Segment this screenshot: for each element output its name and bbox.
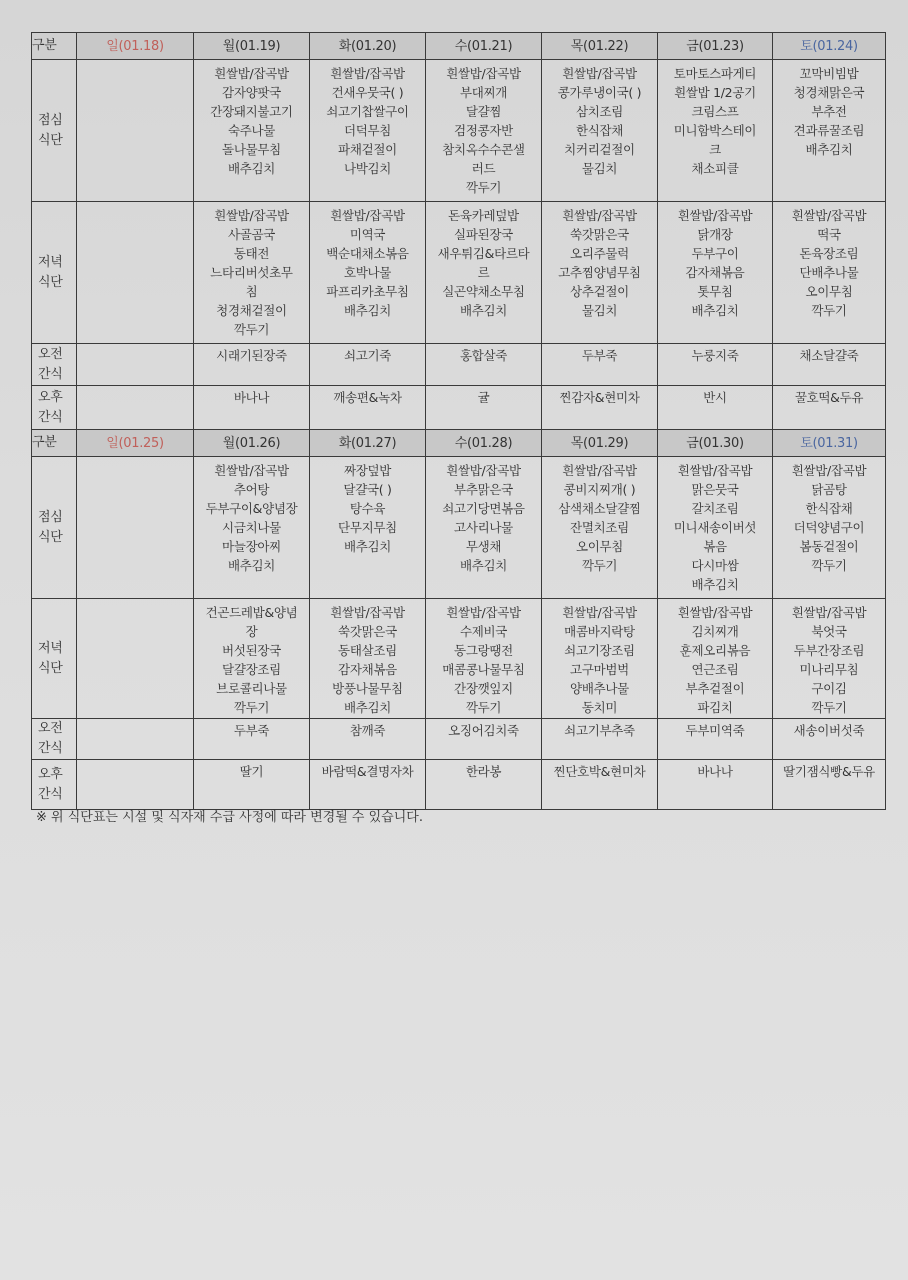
menu-item: 감자채볶음	[338, 662, 397, 677]
morning-snack-row	[32, 344, 886, 386]
menu-item: 미나리무침	[799, 662, 859, 677]
row-label-line: 오전	[38, 346, 63, 362]
menu-item: 고사리나물	[454, 520, 513, 535]
menu-item: 감자채볶음	[685, 265, 745, 280]
menu-item: 깍두기	[811, 558, 847, 573]
menu-item: 배추김치	[343, 303, 392, 318]
menu-item: 견과류꿀조림	[793, 123, 865, 138]
menu-item: 두부죽	[233, 723, 270, 738]
menu-item: 동태살조림	[338, 643, 397, 658]
menu-item: 딸기잼식빵&두유	[783, 764, 875, 779]
menu-cell	[773, 60, 886, 202]
menu-item: 파김치	[697, 700, 733, 715]
menu-item: 돈육장조림	[799, 246, 859, 261]
menu-item: 깍두기	[581, 558, 618, 573]
day-header: 수(01.21)	[426, 33, 542, 60]
menu-item: 크림스프	[691, 104, 739, 119]
row-label	[32, 344, 77, 386]
menu-item: 짜장덮밥	[343, 463, 392, 478]
disclaimer-note: ※ 위 식단표는 시설 및 식자재 수급 사정에 따라 변경될 수 있습니다.	[36, 810, 423, 825]
menu-item: 반시	[703, 390, 727, 405]
day-header: 목(01.22)	[542, 33, 658, 60]
menu-item: 구이김	[811, 681, 847, 696]
menu-cell	[310, 719, 426, 760]
row-label-line: 오후	[38, 389, 63, 405]
menu-item: 쇠고기장조림	[564, 643, 635, 658]
menu-item: 배추김치	[691, 303, 739, 318]
row-label-line: 오후	[38, 766, 63, 782]
row-label-line: 간식	[38, 366, 63, 382]
menu-item: 흰쌀밥/잡곡밥	[214, 66, 289, 81]
menu-item: 흰쌀밥/잡곡밥	[791, 605, 867, 620]
menu-item: 르	[477, 265, 490, 280]
menu-item: 바나나	[697, 764, 733, 779]
menu-item: 떡국	[817, 227, 841, 242]
menu-item: 흰쌀밥 1/2공기	[674, 85, 756, 100]
row-label	[32, 386, 77, 430]
menu-item: 한식잡채	[805, 501, 853, 516]
menu-cell	[77, 760, 194, 810]
menu-cell	[773, 719, 886, 760]
menu-item: 쇠고기당면볶음	[442, 501, 525, 516]
menu-item: 쑥갓맑은국	[338, 624, 397, 639]
menu-item: 수제비국	[459, 624, 508, 639]
header-label: 구분	[32, 430, 77, 457]
menu-item: 깍두기	[233, 700, 270, 715]
menu-item: 실파된장국	[454, 227, 513, 242]
menu-item: 양배추나물	[570, 681, 629, 696]
menu-cell	[658, 719, 773, 760]
menu-item: 두부구이&양념장	[205, 501, 298, 516]
menu-item: 배추김치	[227, 161, 276, 176]
row-label-line: 저녁	[38, 640, 63, 656]
menu-item: 콩가루냉이국( )	[557, 85, 642, 100]
menu-cell	[194, 386, 310, 430]
menu-item: 흰쌀밥/잡곡밥	[791, 208, 867, 223]
menu-cell	[426, 457, 542, 599]
menu-cell	[310, 344, 426, 386]
menu-item: 흰쌀밥/잡곡밥	[562, 463, 637, 478]
menu-item: 배추김치	[343, 539, 392, 554]
menu-item: 동그랑땡전	[454, 643, 513, 658]
menu-cell	[542, 457, 658, 599]
week-header-row	[32, 33, 886, 60]
menu-item: 호박나물	[343, 265, 392, 280]
menu-item: 동치미	[581, 700, 618, 715]
menu-item: 무생채	[465, 539, 502, 554]
menu-item: 귤	[477, 390, 490, 405]
day-header: 화(01.20)	[310, 33, 426, 60]
menu-item: 느타리버섯초무	[210, 265, 293, 280]
menu-item: 배추김치	[459, 303, 508, 318]
menu-item: 훈제오리볶음	[679, 643, 751, 658]
menu-item: 콩비지찌개( )	[563, 482, 636, 497]
menu-item: 상추겉절이	[570, 284, 629, 299]
menu-item: 꿀호떡&두유	[794, 390, 864, 405]
menu-item: 북엇국	[811, 624, 847, 639]
menu-item: 닭개장	[697, 227, 733, 242]
menu-cell	[542, 719, 658, 760]
menu-item: 잔멸치조림	[570, 520, 629, 535]
menu-item: 깍두기	[811, 303, 847, 318]
menu-item: 찐감자&현미차	[559, 390, 640, 405]
menu-item: 미니새송이버섯	[673, 520, 757, 535]
menu-item: 배추김치	[459, 558, 508, 573]
menu-item: 더덕양념구이	[793, 520, 865, 535]
day-header: 수(01.28)	[426, 430, 542, 457]
menu-item: 채소피클	[691, 161, 739, 176]
menu-item: 참치옥수수콘샐	[442, 142, 525, 157]
menu-cell	[426, 386, 542, 430]
menu-cell	[426, 760, 542, 810]
menu-cell	[426, 60, 542, 202]
menu-item: 건곤드레밥&양념	[205, 605, 298, 620]
menu-item: 맑은뭇국	[691, 482, 739, 497]
menu-item: 오이무침	[805, 284, 853, 299]
row-label-line: 식단	[38, 274, 63, 290]
row-label-line: 간식	[38, 741, 63, 756]
menu-item: 침	[245, 284, 258, 299]
menu-item: 더덕무침	[343, 123, 392, 138]
menu-cell	[194, 457, 310, 599]
menu-item: 흰쌀밥/잡곡밥	[446, 605, 521, 620]
menu-item: 한라봉	[465, 764, 502, 779]
menu-item: 부대찌개	[459, 85, 508, 100]
menu-item: 매콤콩나물무침	[442, 662, 525, 677]
menu-cell	[658, 60, 773, 202]
menu-item: 치커리겉절이	[564, 142, 635, 157]
day-header: 월(01.26)	[194, 430, 310, 457]
menu-cell	[77, 719, 194, 760]
row-label	[32, 599, 77, 719]
row-label-line: 오전	[38, 721, 63, 736]
menu-cell	[542, 386, 658, 430]
menu-item: 김치찌개	[691, 624, 739, 639]
row-label-line: 식단	[38, 529, 63, 545]
menu-item: 감자양팟국	[222, 85, 281, 100]
menu-item: 건새우뭇국( )	[331, 85, 404, 100]
menu-cell	[542, 202, 658, 344]
menu-item: 매콤바지락탕	[564, 624, 635, 639]
menu-item: 갈치조림	[691, 501, 739, 516]
menu-item: 배추김치	[227, 558, 276, 573]
day-header: 목(01.29)	[542, 430, 658, 457]
menu-item: 부추겉절이	[685, 681, 745, 696]
menu-item: 흰쌀밥/잡곡밥	[446, 66, 521, 81]
row-label	[32, 60, 77, 202]
menu-item: 흰쌀밥/잡곡밥	[330, 605, 405, 620]
row-label-line: 식단	[38, 132, 63, 148]
menu-item: 깍두기	[233, 322, 270, 337]
menu-item: 쇠고기부추죽	[564, 723, 635, 738]
menu-item: 다시마쌈	[691, 558, 739, 573]
menu-item: 러드	[471, 161, 496, 176]
dinner-row	[32, 599, 886, 719]
menu-cell	[658, 344, 773, 386]
menu-item: 실곤약채소무침	[442, 284, 525, 299]
menu-item: 달걀장조림	[222, 662, 281, 677]
menu-item: 두부죽	[581, 348, 618, 363]
menu-cell	[773, 457, 886, 599]
menu-item: 간장깻잎지	[454, 681, 513, 696]
menu-item: 오리주물럭	[570, 246, 629, 261]
menu-item: 달걀국( )	[343, 482, 392, 497]
row-label-line: 저녁	[38, 254, 63, 270]
menu-item: 삼치조림	[575, 104, 624, 119]
menu-item: 백순대채소볶음	[326, 246, 409, 261]
menu-cell	[542, 344, 658, 386]
menu-cell	[773, 386, 886, 430]
menu-cell	[194, 344, 310, 386]
row-label-line: 점심	[38, 112, 63, 128]
day-header: 토(01.24)	[773, 33, 886, 60]
menu-item: 톳무침	[697, 284, 733, 299]
menu-cell	[426, 202, 542, 344]
menu-item: 배추김치	[343, 700, 392, 715]
menu-item: 쇠고기찹쌀구이	[326, 104, 409, 119]
menu-cell	[194, 719, 310, 760]
day-header: 일(01.25)	[77, 430, 194, 457]
menu-cell	[426, 344, 542, 386]
day-header: 금(01.30)	[658, 430, 773, 457]
menu-cell	[773, 344, 886, 386]
week-header-row	[32, 430, 886, 457]
menu-item: 흰쌀밥/잡곡밥	[330, 208, 405, 223]
menu-item: 두부미역죽	[685, 723, 745, 738]
row-label	[32, 202, 77, 344]
menu-cell	[194, 60, 310, 202]
menu-item: 물김치	[581, 161, 618, 176]
menu-item: 돈육카레덮밥	[448, 208, 519, 223]
menu-item: 단무지무침	[338, 520, 397, 535]
day-header: 월(01.19)	[194, 33, 310, 60]
day-header: 금(01.23)	[658, 33, 773, 60]
menu-item: 고구마범벅	[570, 662, 629, 677]
menu-item: 흰쌀밥/잡곡밥	[330, 66, 405, 81]
menu-cell	[310, 202, 426, 344]
menu-item: 달걀찜	[465, 104, 502, 119]
menu-item: 쇠고기죽	[343, 348, 392, 363]
menu-item: 흰쌀밥/잡곡밥	[677, 605, 753, 620]
row-label	[32, 760, 77, 810]
day-header: 토(01.31)	[773, 430, 886, 457]
menu-cell	[658, 386, 773, 430]
menu-cell	[310, 599, 426, 719]
menu-item: 흰쌀밥/잡곡밥	[562, 66, 637, 81]
menu-item: 시금치나물	[222, 520, 281, 535]
dinner-row	[32, 202, 886, 344]
menu-item: 바나나	[233, 390, 270, 405]
menu-item: 누룽지죽	[691, 348, 739, 363]
menu-item: 깍두기	[465, 180, 502, 195]
menu-item: 흰쌀밥/잡곡밥	[677, 208, 753, 223]
menu-item: 홍합살죽	[459, 348, 508, 363]
menu-item: 시래기된장죽	[216, 348, 287, 363]
day-header: 일(01.18)	[77, 33, 194, 60]
menu-item: 파채겉절이	[338, 142, 397, 157]
afternoon-snack-row	[32, 760, 886, 810]
menu-cell	[77, 457, 194, 599]
menu-cell	[77, 202, 194, 344]
menu-item: 흰쌀밥/잡곡밥	[446, 463, 521, 478]
menu-item: 브로콜리나물	[216, 681, 287, 696]
menu-item: 흰쌀밥/잡곡밥	[677, 463, 753, 478]
menu-item: 흰쌀밥/잡곡밥	[562, 208, 637, 223]
menu-item: 물김치	[581, 303, 618, 318]
menu-item: 흰쌀밥/잡곡밥	[214, 463, 289, 478]
menu-item: 참깨죽	[349, 723, 386, 738]
menu-item: 연근조림	[691, 662, 739, 677]
menu-item: 장	[245, 624, 258, 639]
menu-item: 새송이버섯죽	[793, 723, 865, 738]
menu-item: 바람떡&결명자차	[321, 764, 414, 779]
menu-item: 돌나물무침	[222, 142, 281, 157]
menu-item: 한식잡채	[575, 123, 624, 138]
row-label	[32, 719, 77, 760]
menu-cell	[77, 344, 194, 386]
menu-item: 오이무침	[575, 539, 624, 554]
menu-item: 깨송편&녹차	[333, 390, 402, 405]
menu-item: 두부구이	[691, 246, 739, 261]
menu-item: 추어탕	[233, 482, 270, 497]
menu-item: 채소달걀죽	[799, 348, 859, 363]
menu-item: 동태전	[233, 246, 270, 261]
menu-item: 깍두기	[811, 700, 847, 715]
lunch-row	[32, 457, 886, 599]
menu-cell	[773, 599, 886, 719]
weekly-meal-table	[31, 32, 886, 810]
row-label-line: 간식	[38, 409, 63, 425]
menu-item: 부추맑은국	[454, 482, 513, 497]
menu-cell	[542, 60, 658, 202]
menu-cell	[773, 202, 886, 344]
menu-cell	[194, 599, 310, 719]
menu-item: 방풍나물무침	[332, 681, 403, 696]
menu-item: 마늘장아찌	[222, 539, 281, 554]
menu-item: 꼬막비빔밥	[799, 66, 859, 81]
menu-cell	[773, 760, 886, 810]
menu-item: 검정콩자반	[454, 123, 513, 138]
menu-item: 버섯된장국	[222, 643, 281, 658]
menu-item: 쑥갓맑은국	[570, 227, 629, 242]
menu-cell	[194, 760, 310, 810]
menu-cell	[658, 599, 773, 719]
morning-snack-row	[32, 719, 886, 760]
menu-cell	[310, 760, 426, 810]
menu-cell	[194, 202, 310, 344]
menu-item: 새우튀김&타르타	[437, 246, 530, 261]
menu-item: 미역국	[349, 227, 386, 242]
menu-item: 크	[709, 142, 721, 157]
menu-item: 숙주나물	[227, 123, 276, 138]
menu-item: 탕수육	[349, 501, 386, 516]
menu-item: 청경채맑은국	[793, 85, 865, 100]
menu-item: 흰쌀밥/잡곡밥	[562, 605, 637, 620]
menu-item: 부추전	[811, 104, 847, 119]
menu-item: 고추찜양념무침	[558, 265, 641, 280]
menu-item: 흰쌀밥/잡곡밥	[214, 208, 289, 223]
menu-item: 단배추나물	[799, 265, 859, 280]
menu-cell	[542, 760, 658, 810]
menu-item: 나박김치	[343, 161, 392, 176]
menu-cell	[658, 457, 773, 599]
row-label-line: 간식	[38, 786, 63, 802]
menu-item: 딸기	[239, 764, 264, 779]
menu-cell	[77, 60, 194, 202]
menu-cell	[310, 457, 426, 599]
lunch-row	[32, 60, 886, 202]
menu-item: 닭곰탕	[811, 482, 847, 497]
day-header: 화(01.27)	[310, 430, 426, 457]
menu-cell	[426, 719, 542, 760]
menu-item: 찐단호박&현미차	[553, 764, 646, 779]
menu-item: 청경채겉절이	[216, 303, 287, 318]
menu-cell	[77, 599, 194, 719]
menu-item: 볶음	[703, 539, 727, 554]
menu-cell	[310, 386, 426, 430]
menu-item: 깍두기	[465, 700, 502, 715]
header-label: 구분	[32, 33, 77, 60]
menu-item: 봄동겉절이	[799, 539, 859, 554]
menu-cell	[658, 202, 773, 344]
menu-item: 파프리카초무침	[326, 284, 409, 299]
menu-cell	[310, 60, 426, 202]
row-label-line: 점심	[38, 509, 63, 525]
menu-item: 사골곰국	[227, 227, 276, 242]
menu-cell	[658, 760, 773, 810]
menu-item: 토마토스파게티	[673, 66, 757, 81]
menu-item: 흰쌀밥/잡곡밥	[791, 463, 867, 478]
menu-item: 두부간장조림	[793, 643, 865, 658]
menu-cell	[426, 599, 542, 719]
row-label	[32, 457, 77, 599]
menu-cell	[77, 386, 194, 430]
afternoon-snack-row	[32, 386, 886, 430]
menu-item: 삼색채소달걀찜	[558, 501, 641, 516]
menu-item: 간장돼지불고기	[210, 104, 293, 119]
menu-cell	[542, 599, 658, 719]
menu-item: 오징어김치죽	[448, 723, 519, 738]
row-label-line: 식단	[38, 660, 63, 676]
menu-item: 배추김치	[691, 577, 739, 592]
menu-item: 미니함박스테이	[673, 123, 757, 138]
menu-item: 배추김치	[805, 142, 853, 157]
